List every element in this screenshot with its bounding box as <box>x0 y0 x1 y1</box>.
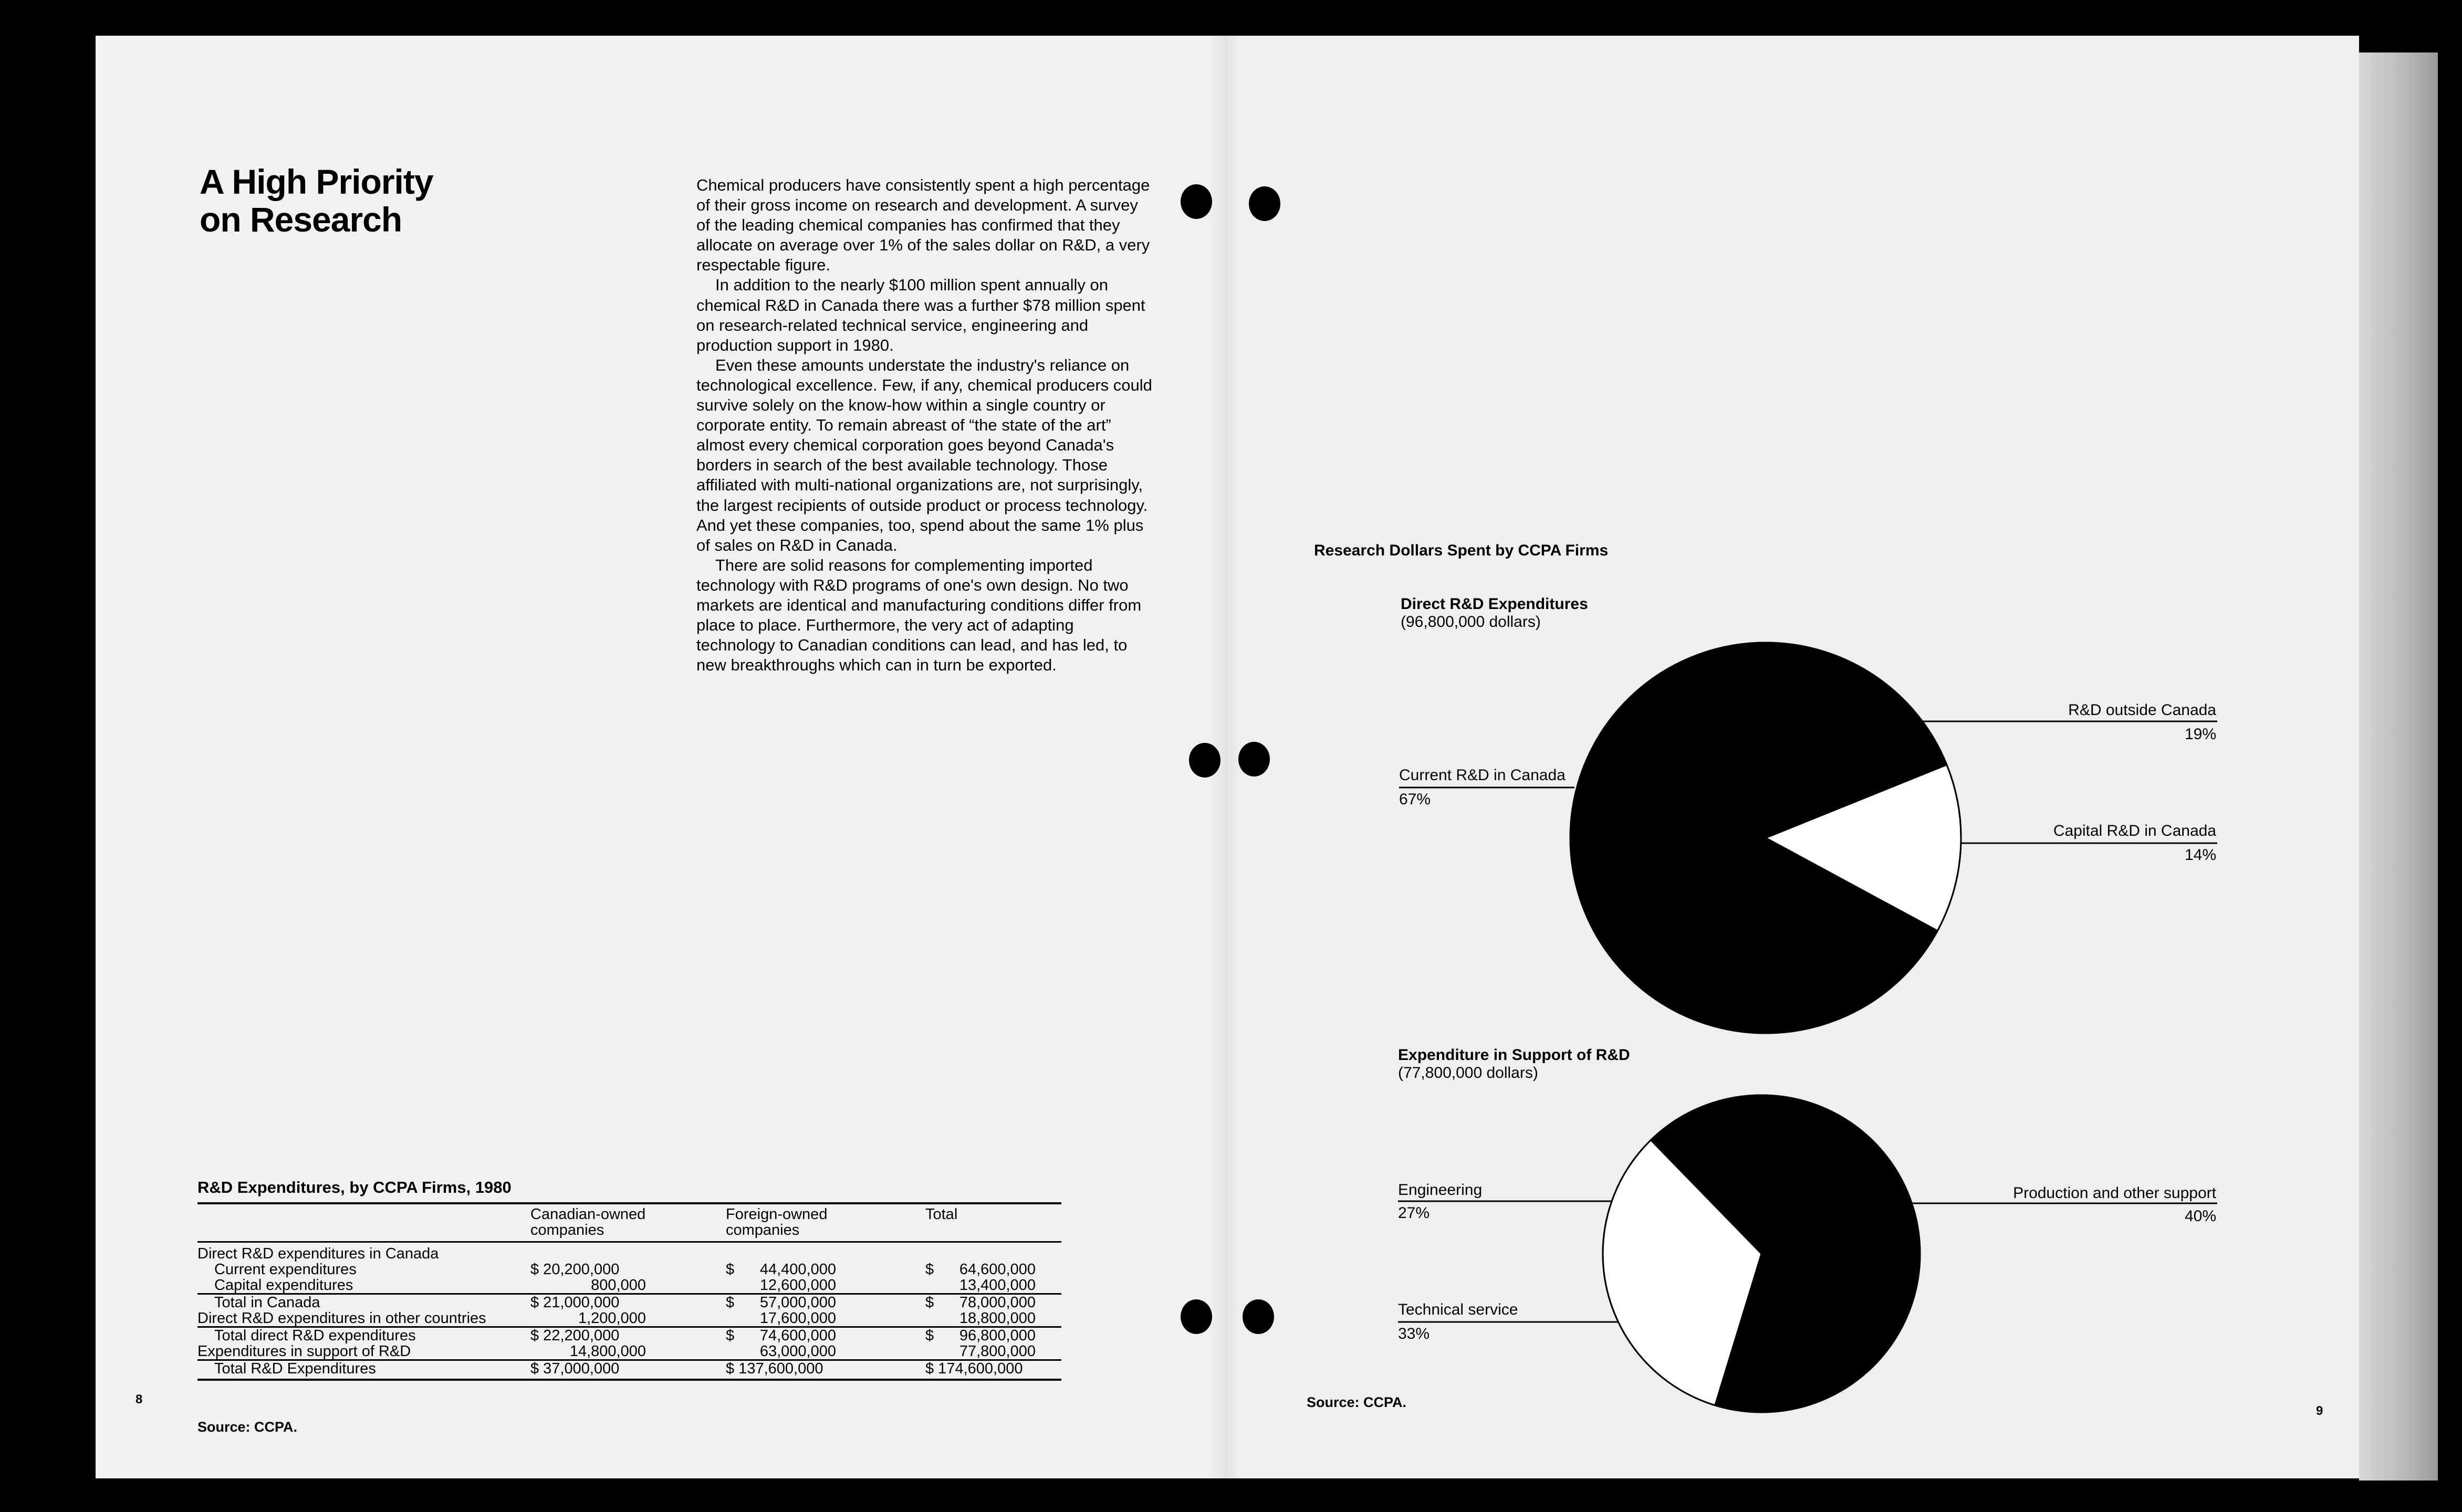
cell-value: $ 78,000,000 <box>925 1294 1061 1311</box>
cell-value: 1,200,000 <box>578 1310 646 1327</box>
table-row <box>197 1343 1061 1360</box>
cell-value: 800,000 <box>591 1277 646 1294</box>
chart-title: Research Dollars Spent by CCPA Firms <box>1314 542 1609 559</box>
pie2-label-production: Production and other support <box>2013 1184 2216 1202</box>
table-source: Source: CCPA. <box>197 1419 298 1435</box>
cell-value: $ 64,600,000 <box>925 1261 1036 1278</box>
table-header-foreign: Foreign-owned companies <box>726 1206 828 1238</box>
cell-value: $ 37,000,000 <box>530 1360 726 1380</box>
table-row <box>197 1327 1061 1344</box>
cell-value: 63,000,000 <box>759 1343 836 1360</box>
pie2-label-technical: Technical service <box>1398 1301 1518 1318</box>
table-row <box>197 1277 1061 1294</box>
pie2-subtitle: (77,800,000 dollars) <box>1398 1064 1538 1082</box>
row-label: Current expenditures <box>214 1261 357 1278</box>
cell-value: 17,600,000 <box>759 1310 836 1327</box>
cell-value: 13,400,000 <box>959 1277 1036 1294</box>
article-title-line-1: A High Priority <box>200 162 433 201</box>
cell-value: $ 57,000,000 <box>726 1294 925 1311</box>
table-header-row <box>197 1204 1061 1242</box>
article-title-line-2: on Research <box>200 200 402 239</box>
row-label: Total R&D Expenditures <box>197 1360 530 1380</box>
pie1-label-current: Current R&D in Canada <box>1399 766 1566 784</box>
pie1-title: Direct R&D Expenditures <box>1401 595 1588 613</box>
row-label: Direct R&D expenditures in Canada <box>197 1245 439 1262</box>
pie2-title: Expenditure in Support of R&D <box>1398 1046 1630 1064</box>
table-row <box>197 1310 1061 1327</box>
row-label: Direct R&D expenditures in other countries <box>197 1310 486 1327</box>
cell-value: 12,600,000 <box>759 1277 836 1294</box>
pie2-label-engineering: Engineering <box>1398 1181 1483 1199</box>
table-row <box>197 1242 1061 1262</box>
table-row <box>197 1294 1061 1311</box>
table-title: R&D Expenditures, by CCPA Firms, 1980 <box>197 1178 512 1196</box>
pie1-pct-outside: 19% <box>2184 726 2216 743</box>
right-page <box>1225 36 2359 1478</box>
article-paragraph: Even these amounts understate the industry's reliance on technological excellence. Few, if any, chemical producers could survive solely on the know-how within a single country or corporate entity. To remain abreast of “the state of the art” almost every chemical corporation goes beyond Canada's borders in search of the best available technology. Those affiliated with multi-national organizations are, not surprisingly, the largest recipients of outside product or process technology. And yet these companies, too, spend about the same 1% plus of sales on R&D in Canada. <box>696 355 1152 554</box>
pie2-pct-technical: 33% <box>1398 1325 1430 1342</box>
table-header-canadian: Canadian-owned companies <box>530 1206 646 1238</box>
cell-value: $ 22,200,000 <box>530 1327 726 1344</box>
cell-value: 77,800,000 <box>959 1343 1036 1360</box>
rd-expenditures-table <box>197 1202 1061 1381</box>
table-row <box>197 1262 1061 1277</box>
article-paragraph: There are solid reasons for complementing imported technology with R&D programs of one's own design. No two markets are identical and manufacturing conditions differ from place to place. Furthermore, the very act of adapting technology to Canadian conditions can lead, and has led, to new breakthroughs which can in turn be exported. <box>696 555 1142 675</box>
cell-value: $ 96,800,000 <box>925 1327 1061 1344</box>
page-number-left: 8 <box>135 1392 143 1406</box>
table-total-row <box>197 1360 1061 1380</box>
cell-value: $ 137,600,000 <box>726 1360 925 1380</box>
chart-source: Source: CCPA. <box>1307 1394 1407 1410</box>
row-label: Capital expenditures <box>214 1277 353 1294</box>
cell-value: 18,800,000 <box>959 1310 1036 1327</box>
row-label: Total in Canada <box>197 1294 530 1311</box>
article-paragraph: In addition to the nearly $100 million spent annually on chemical R&D in Canada there was a further $78 million spent on research-related technical service, engineering and production support in 1980. <box>696 276 1145 354</box>
pie1-subtitle: (96,800,000 dollars) <box>1401 613 1541 631</box>
table-header-total: Total <box>925 1206 958 1223</box>
table-header-blank <box>197 1204 530 1242</box>
article-title <box>200 163 567 238</box>
page-edge <box>2359 52 2438 1480</box>
cell-value: $ 20,200,000 <box>530 1261 620 1278</box>
pie1-pct-current: 67% <box>1399 791 1431 808</box>
pie1-label-capital: Capital R&D in Canada <box>2053 822 2216 839</box>
cell-value: $ 21,000,000 <box>530 1294 726 1311</box>
page-number-right: 9 <box>2316 1404 2323 1418</box>
spine-shadow <box>1208 36 1242 1478</box>
row-label: Expenditures in support of R&D <box>197 1343 411 1360</box>
pie1-label-outside: R&D outside Canada <box>2068 701 2216 719</box>
pie2-pct-production: 40% <box>2184 1208 2216 1225</box>
cell-value: $ 44,400,000 <box>726 1261 836 1278</box>
article-paragraph: Chemical producers have consistently spent a high percentage of their gross income on research and development. A survey of the leading chemical companies has confirmed that they allocate on average over 1% of the sales dollar on R&D, a very respectable figure. <box>696 176 1150 275</box>
cell-value: $ 174,600,000 <box>925 1360 1061 1380</box>
pie1-pct-capital: 14% <box>2184 846 2216 864</box>
cell-value: 14,800,000 <box>569 1343 646 1360</box>
article-body <box>696 175 1156 675</box>
pie2-pct-engineering: 27% <box>1398 1204 1430 1222</box>
cell-value: $ 74,600,000 <box>726 1327 925 1344</box>
row-label: Total direct R&D expenditures <box>197 1327 530 1344</box>
